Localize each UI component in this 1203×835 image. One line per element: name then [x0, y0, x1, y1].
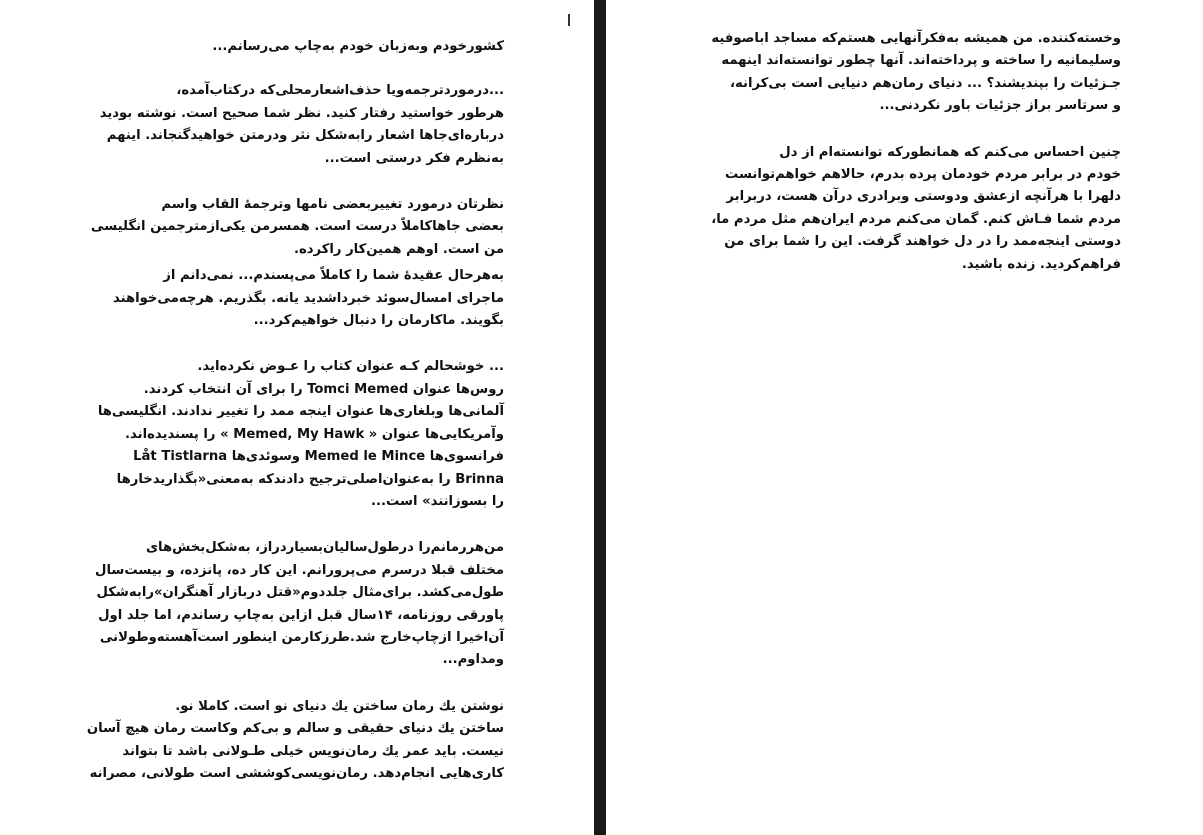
paragraph-names-and-titles: نظرتان درمورد تغییربعضی نامها وترجمهٔ القاب واسم بعضی جاها‌کاملاً درست است. همسرمن یکی‌ازمترجمین انگلیسی من است. اوهم همین‌کار راکرده.	[90, 197, 504, 257]
paragraph-mosques: وخسته‌کننده. من همیشه به‌فکرآنهایی هستم‌که مساجد اباصوفیه وسلیمانیه را ساخته و پرداخته‌اند. آنها چطور توانسته‌اند اینهمه جـزئیات را بپندیشند؟ ... دنیای رمان‌هم دنیایی است بی‌کرانه، و سرتاسر براز جزئیات باور نکردنی...	[711, 31, 1121, 114]
book-spine	[594, 0, 606, 835]
paragraph-book-title-translations: ... خوشحالم کـه عنوان کتاب را عـوض نکرده‌اید. روس‌ها عنوان Tomci Memed را برای آن انتخاب کردند. آلمانی‌ها وبلغاری‌ها عنوان اینجه ممد را تغییر ندادند. انگلیسی‌ها وآمریکایی‌ها عنوان « Memed, My Hawk » را پسندیده‌اند. فرانسوی‌ها Memed le Mince وسوئدی‌ها Låt Tistlarna Brinna را به‌عنوان‌اصلی‌ترجیح دادندکه به‌معنی«بگذاریدخارها را بسوزانند» است...	[97, 359, 504, 509]
left-page-heading: کشورخودم وبه‌زبان خودم به‌چاپ می‌رسانم...	[212, 39, 504, 54]
paragraph-translation-of-poems: ...درموردترجمه‌ویا حذف‌اشعارمحلی‌که درکتاب‌آمده، هرطور خواستید رفتار کنید. نظر شما صحیح است. نوشته بودید درباره‌ای‌جاها اشعار رابه‌شکل نثر ودرمتن خواهیدگنجاند. اینهم به‌نظرم فکر درستی است...	[99, 83, 504, 166]
right-page	[606, 0, 1203, 835]
paragraph-closing: چنین احساس می‌کنم که همانطورکه توانسته‌ام از دل خودم در برابر مردم خودمان پرده بدرم، حالاهم خواهم‌توانست دلهرا با هرآنچه ازعشق ودوستی وبرادری درآن هست، دربرابر مردم شما فـاش کنم. گمان می‌کنم مردم ایران‌هم مثل مردم ما، دوستی اینجه‌ممد را در دل خواهند گرفت. این را شما برای من فراهم‌کردید. زنده باشید.	[711, 144, 1121, 272]
paragraph-writing-process: من‌هررمانم‌را درطول‌سالیان‌بسیاردراز، به‌شکل‌بخش‌های مختلف قبلا درسرم می‌پرورانم. این کار ده، پانزده، و بیست‌سال طول‌می‌کشد. برای‌مثال جلددوم«قتل دربازار آهنگران»رابه‌شکل پاورقی روزنامه، ۱۴سال قبل ازاین به‌چاپ رساندم، اما جلد اول آن‌اخیرا ازچاپ‌خارج شد.طرزکارمن اینطور است‌آهسته‌وطولانی ومداوم...	[95, 540, 504, 668]
paragraph-opinion: به‌هرحال عقیدهٔ شما را کاملاً می‌پسندم... نمی‌دانم از ماجرای امسال‌سوئد خبرداشدید یانه. بگذریم. هرچه‌می‌خواهند بگویند. ماکارمان را دنبال خواهیم‌کرد...	[112, 268, 504, 329]
left-page	[0, 0, 594, 835]
scan-mark	[568, 14, 570, 26]
paragraph-new-world: نوشتن یك رمان ساختن یك دنیای نو است. کاملا نو. ساختن یك دنیای حقیقی و سالم و بی‌کم وکاست رمان هیچ آسان نیست. باید عمر یك رمان‌نویس خیلی طـولانی باشد تا بتواند کاری‌هایی انجام‌دهد. رمان‌نویسی‌کوششی است طولانی، مصرانه	[86, 698, 504, 781]
